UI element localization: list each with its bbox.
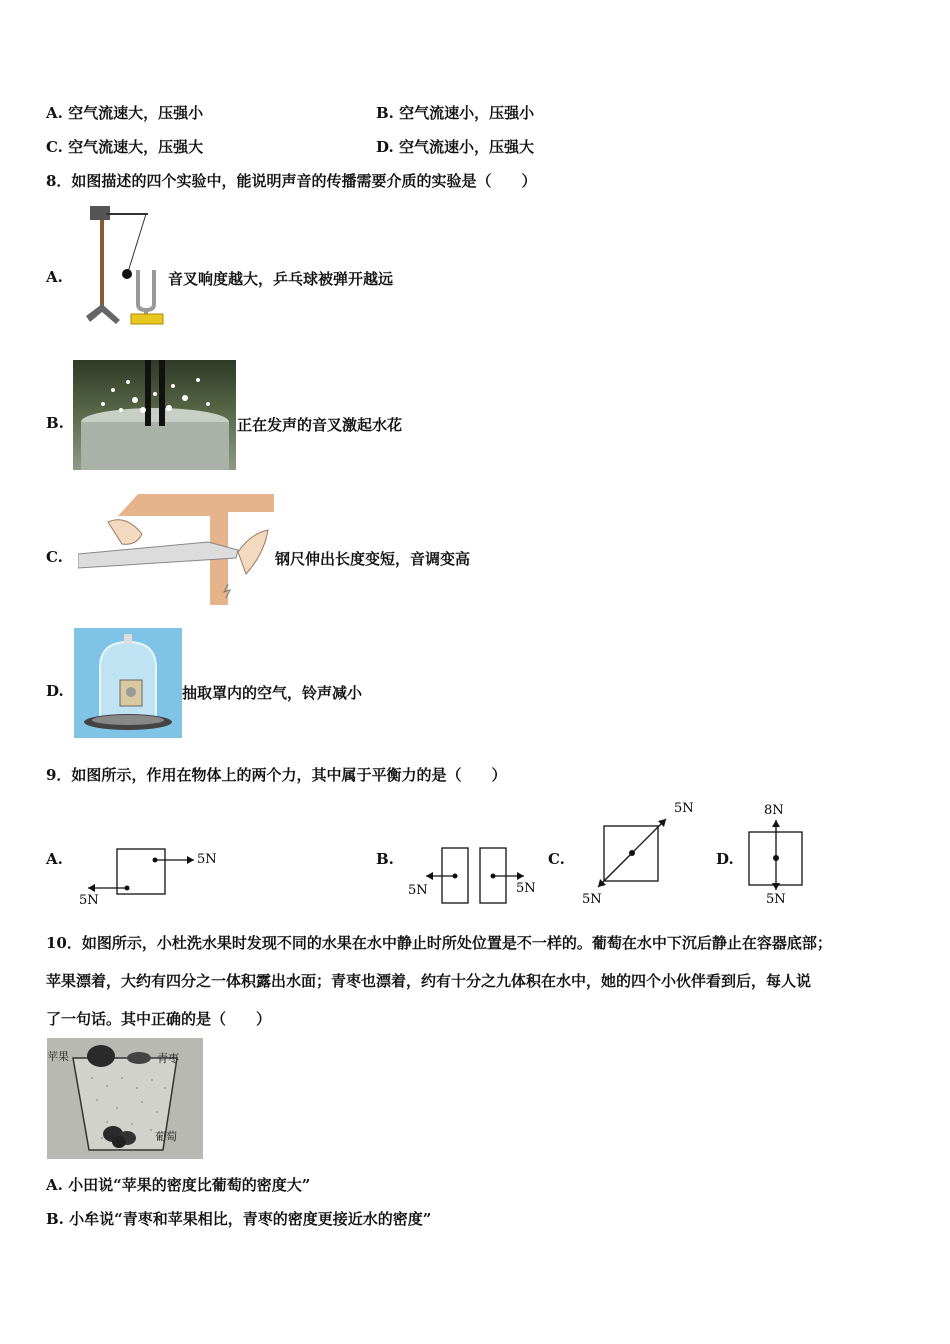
q9-figure-a xyxy=(76,842,226,908)
q7-option-c xyxy=(46,136,203,157)
option-letter: A. xyxy=(46,1176,63,1194)
q9-figure-d xyxy=(744,798,814,908)
label-date: 青枣 xyxy=(157,1052,179,1065)
q8-option-d-letter: D. xyxy=(46,682,64,700)
q7-option-b xyxy=(376,102,534,123)
force-label: 5N xyxy=(516,881,536,896)
force-label: 5N xyxy=(197,852,217,867)
fruit-in-water-figure xyxy=(47,1038,203,1159)
q9-figure-b xyxy=(406,842,546,906)
option-text: 小牟说“青枣和苹果相比，青枣的密度更接近水的密度” xyxy=(69,1210,432,1228)
option-text: 空气流速小，压强大 xyxy=(398,138,534,156)
q8-option-d-text: 抽取罩内的空气，铃声减小 xyxy=(182,684,363,702)
option-letter: B. xyxy=(46,1210,64,1228)
q9-option-b-letter: B. xyxy=(376,850,394,868)
force-label: 5N xyxy=(79,893,99,908)
force-label: 8N xyxy=(764,803,784,818)
option-letter: A. xyxy=(46,104,63,122)
q9-option-d-letter: D. xyxy=(716,850,734,868)
force-label: 5N xyxy=(408,883,428,898)
force-label: 5N xyxy=(674,801,694,816)
q8-option-b-text: 正在发声的音叉激起水花 xyxy=(237,416,403,434)
q9-option-a-letter: A. xyxy=(46,850,63,868)
q10-stem-line3: 了一句话。其中正确的是（ ） xyxy=(46,1010,272,1028)
option-letter: B. xyxy=(376,104,394,122)
q8-option-c-letter: C. xyxy=(46,548,63,566)
q8-option-b-letter: B. xyxy=(46,414,64,432)
q7-option-d xyxy=(376,136,534,157)
q10-option-a xyxy=(46,1174,310,1195)
option-text: 小田说“苹果的密度比葡萄的密度大” xyxy=(68,1176,311,1194)
q10-stem-line2: 苹果漂着，大约有四分之一体积露出水面；青枣也漂着，约有十分之九体积在水中，她的四个小伙伴看到后，每人说 xyxy=(46,972,812,990)
option-letter: D. xyxy=(376,138,394,156)
q8-option-c-text: 钢尺伸出长度变短，音调变高 xyxy=(275,550,471,568)
force-label: 5N xyxy=(582,892,602,907)
option-letter: C. xyxy=(46,138,63,156)
q8-stem: 8．如图描述的四个实验中，能说明声音的传播需要介质的实验是（ ） xyxy=(46,172,537,190)
tuning-fork-pingpong-figure xyxy=(76,200,168,326)
option-text: 空气流速小，压强小 xyxy=(399,104,535,122)
q9-stem: 9．如图所示，作用在物体上的两个力，其中属于平衡力的是（ ） xyxy=(46,766,507,784)
q10-option-b xyxy=(46,1208,431,1229)
q9-option-c-letter: C. xyxy=(548,850,565,868)
option-text: 空气流速大，压强大 xyxy=(68,138,204,156)
q10-stem-line1: 10．如图所示，小杜洗水果时发现不同的水果在水中静止时所处位置是不一样的。葡萄在水中下沉后静止在容器底部； xyxy=(46,934,832,952)
steel-ruler-table-figure xyxy=(78,494,274,605)
q9-figure-c xyxy=(578,796,698,908)
water-splash-photo xyxy=(73,360,236,470)
q8-option-a-letter: A. xyxy=(46,268,63,286)
q8-option-a-text: 音叉响度越大，乒乓球被弹开越远 xyxy=(168,270,394,288)
q7-option-a xyxy=(46,102,203,123)
force-label: 5N xyxy=(766,892,786,907)
label-apple: 苹果 xyxy=(47,1050,69,1063)
bell-jar-photo xyxy=(74,628,182,738)
option-text: 空气流速大，压强小 xyxy=(68,104,204,122)
label-grape: 葡萄 xyxy=(155,1130,177,1143)
